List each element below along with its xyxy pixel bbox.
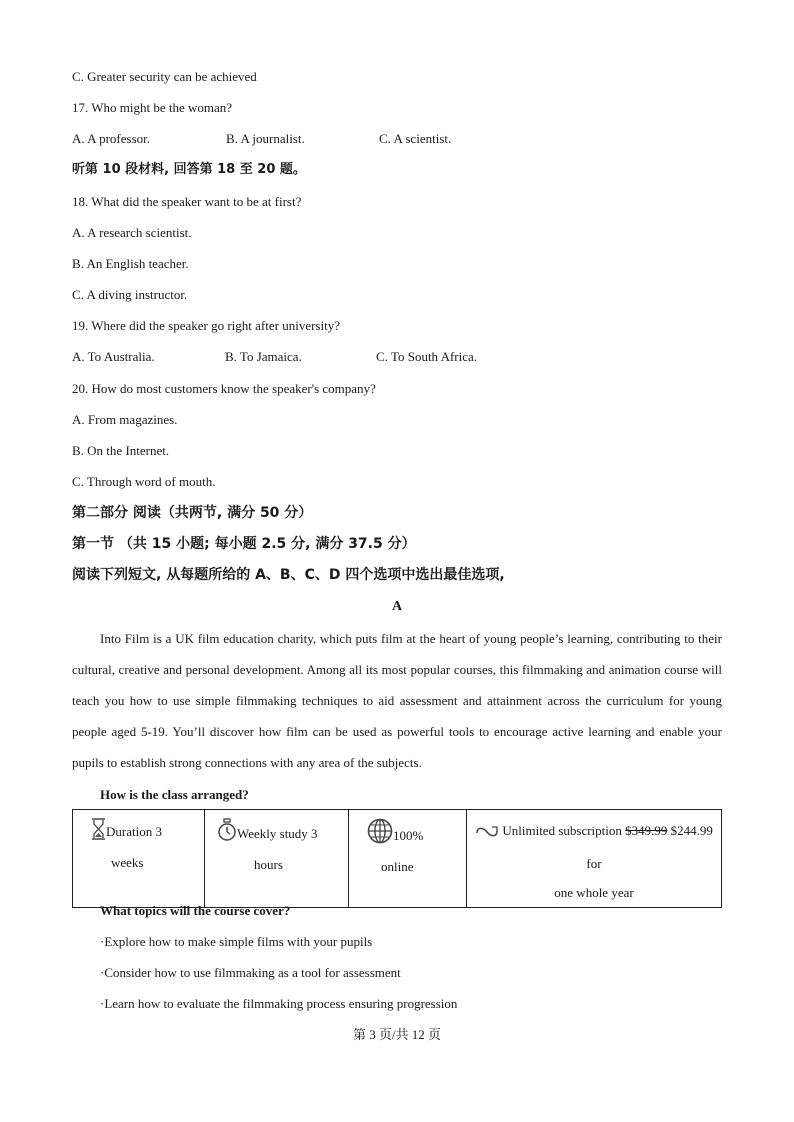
duration-line1: Duration 3 (106, 824, 162, 839)
passage-paragraph (72, 623, 722, 778)
q16-option-c: C. Greater security can be achieved (72, 69, 257, 84)
stopwatch-icon (217, 818, 237, 851)
q20-option-b: B. On the Internet. (72, 443, 170, 458)
subscription-cell (467, 810, 722, 908)
hourglass-icon (91, 818, 106, 849)
subscription-prefix: Unlimited subscription (502, 823, 622, 838)
globe-icon (367, 818, 393, 853)
new-price: $244.99 for (586, 823, 713, 871)
section10-heading: 听第 10 段材料, 回答第 18 至 20 题。 (72, 162, 306, 177)
q19-question: 19. Where did the speaker go right after university? (72, 318, 340, 333)
topic-item: ·Learn how to evaluate the filmmaking process ensuring progression (100, 996, 458, 1011)
q19-option-b: B. To Jamaica. (225, 349, 302, 364)
passage-letter: A (391, 599, 403, 614)
online-line2: online (381, 859, 414, 874)
q17-question: 17. Who might be the woman? (72, 100, 233, 115)
q18-option-c: C. A diving instructor. (72, 287, 188, 302)
online-cell (349, 810, 467, 908)
topics-heading: What topics will the course cover? (100, 903, 291, 918)
old-price: $349.99 (625, 823, 668, 838)
passage-paragraph-text: Into Film is a UK film education charity, which puts film at the heart of young people’s learning, contributing to their cultural, creative and personal development. Among all its most popular courses, this filmmaking and animation course will teach you how to use simple filmmaking techniques to aid assessment and attainment across the curriculum for young people aged 5-19. You’ll discover how film can be used as powerful tools to encourage active learning and enable your pupils to establish strong connections with any area of the subjects. (72, 631, 722, 770)
duration-line2: weeks (111, 855, 144, 870)
course-info-table (72, 809, 722, 908)
q17-option-c: C. A scientist. (379, 131, 452, 146)
part2-heading: 第二部分 阅读（共两节, 满分 50 分） (72, 505, 313, 521)
q17-option-a: A. A professor. (72, 131, 150, 146)
part2-instruction: 阅读下列短文, 从每题所给的 A、B、C、D 四个选项中选出最佳选项, (72, 567, 505, 583)
q20-question: 20. How do most customers know the speaker's company? (72, 381, 376, 396)
arranged-heading: How is the class arranged? (100, 787, 249, 802)
weekly-line1: Weekly study 3 (237, 826, 318, 841)
q19-option-c: C. To South Africa. (376, 349, 478, 364)
subscription-line2: one whole year (554, 885, 634, 900)
q20-option-c: C. Through word of mouth. (72, 474, 216, 489)
q19-option-a: A. To Australia. (72, 349, 155, 364)
duration-cell (73, 810, 205, 908)
topic-item: ·Explore how to make simple films with your pupils (100, 934, 373, 949)
q18-option-a: A. A research scientist. (72, 225, 192, 240)
q18-question: 18. What did the speaker want to be at first? (72, 194, 302, 209)
online-line1: 100% (393, 828, 424, 843)
q17-option-b: B. A journalist. (226, 131, 305, 146)
q20-option-a: A. From magazines. (72, 412, 178, 427)
weekly-study-cell (205, 810, 349, 908)
infinity-icon (475, 820, 499, 849)
part2-section1-heading: 第一节 （共 15 小题; 每小题 2.5 分, 满分 37.5 分） (72, 536, 416, 552)
q18-option-b: B. An English teacher. (72, 256, 189, 271)
weekly-line2: hours (254, 857, 283, 872)
page-footer: 第 3 页/共 12 页 (352, 1027, 442, 1042)
topic-item: ·Consider how to use filmmaking as a tool for assessment (100, 965, 401, 980)
